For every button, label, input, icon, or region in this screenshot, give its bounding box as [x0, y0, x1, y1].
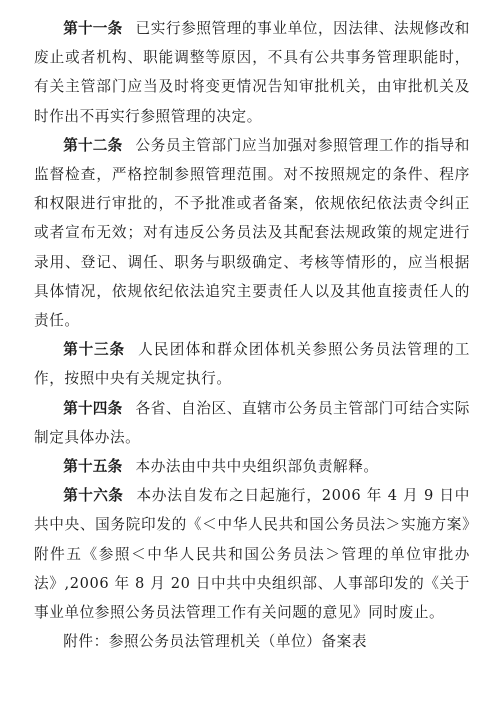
article-16: [34, 481, 470, 627]
article-text: 本办法自发布之日起施行，2006 年 4 月 9 日中共中央、国务院印发的《＜中华人民共和国公务员法＞实施方案》附件五《参照＜中华人民共和国公务员法＞管理的单位审批办法》,2006 年 8 月 20 日中共中央组织部、人事部印发的《关于事业单位参照公务员法管理工作有关问题的意见》同时废止。: [34, 487, 470, 622]
article-text: 各省、自治区、直辖市公务员主管部门可结合实际制定具体办法。: [34, 399, 470, 446]
article-number: 第十一条: [63, 20, 123, 37]
article-13: [34, 335, 470, 393]
article-number: 第十二条: [63, 136, 123, 154]
article-text: 公务员主管部门应当加强对参照管理工作的指导和监督检查，严格控制参照管理范围。对不按照规定的条件、程序和权限进行审批的，不予批准或者备案，依规依纪依法责令纠正或者宣布无效；对有违反公务员法及其配套法规政策的规定进行录用、登记、调任、职务与职级确定、考核等情形的，应当根据具体情况，依规依纪依法追究主要责任人以及其他直接责任人的责任。: [34, 136, 470, 330]
article-number: 第十五条: [63, 458, 123, 476]
article-12: [34, 131, 470, 335]
attachment-line: 附件：参照公务员法管理机关（单位）备案表: [63, 633, 368, 651]
article-text: 已实行参照管理的事业单位，因法律、法规修改和废止或者机构、职能调整等原因，不具有公共事务管理职能时，有关主管部门应当及时将变更情况告知审批机关，由审批机关及时作出不再实行参照管理的决定。: [34, 20, 470, 125]
article-11: [34, 14, 470, 131]
article-number: 第十四条: [63, 399, 123, 417]
article-number: 第十六条: [63, 487, 124, 505]
article-text: 本办法由中共中央组织部负责解释。: [135, 458, 379, 476]
article-15: [34, 452, 470, 481]
article-text: 人民团体和群众团体机关参照公务员法管理的工作，按照中央有关规定执行。: [34, 341, 470, 388]
article-14: [34, 394, 470, 452]
article-number: 第十三条: [63, 341, 125, 359]
